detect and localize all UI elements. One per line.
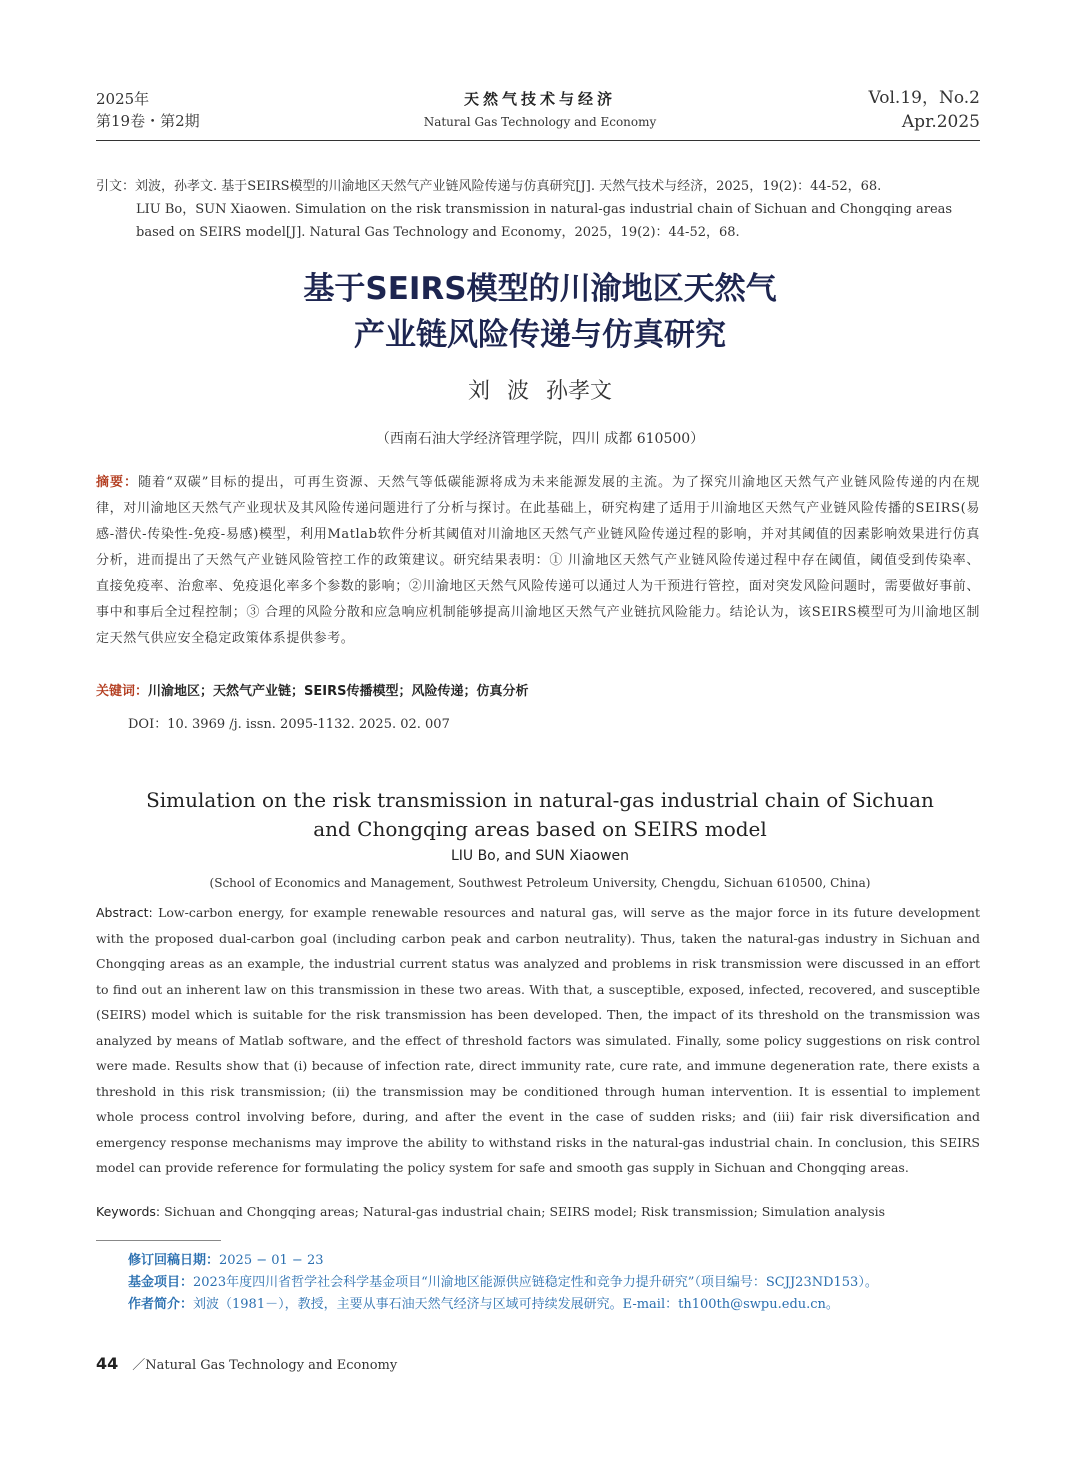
abstract-cn bbox=[96, 470, 980, 652]
keywords-en-label: Keywords: bbox=[96, 1204, 161, 1219]
citation-block bbox=[96, 175, 986, 244]
journal-name-en: Natural Gas Technology and Economy bbox=[423, 115, 657, 129]
english-title bbox=[0, 786, 1080, 844]
paper-title bbox=[0, 266, 1080, 358]
english-title-line-1: Simulation on the risk transmission in natural-gas industrial chain of Sichuan bbox=[146, 788, 934, 812]
journal-name-cn: 天然气技术与经济 bbox=[463, 90, 616, 108]
citation-en: LIU Bo，SUN Xiaowen. Simulation on the risk transmission in natural-gas industrial chain of Sichuan and Chongqing areas based on SEIRS model[J]. Natural Gas Technology and Economy，2025，19(2)：44-52，68. bbox=[136, 202, 953, 240]
revised-value: 2025 − 01 − 23 bbox=[219, 1253, 324, 1268]
footnote-author bbox=[96, 1294, 980, 1316]
header-date: Apr.2025 bbox=[901, 112, 980, 132]
abstract-en-label: Abstract: bbox=[96, 905, 153, 920]
header-vol-date bbox=[869, 86, 980, 134]
abstract-en bbox=[96, 900, 980, 1181]
english-title-line-2: and Chongqing areas based on SEIRS model bbox=[313, 817, 767, 841]
abstract-en-text: Low-carbon energy, for example renewable resources and natural gas, will serve as the major force in its future development with the proposed dual-carbon goal (including carbon peak and carbon neutrality). Thus, taken the natural-gas industry in Sichuan and Chongqing areas as an example, the industrial current status was analyzed and problems in risk transmission were discussed in an effort to find out an inherent law on this transmission in these two areas. With that, a susceptible, exposed, infected, recovered, and susceptible (SEIRS) model which is suitable for the risk transmission has been developed. Then, the impact of its threshold on the transmission was analyzed by means of Matlab software, and the effect of threshold factors was simulated. Finally, some policy suggestions on risk control were made. Results show that (i) because of infection rate, direct immunity rate, cure rate, and immune degeneration rate, there exists a threshold in this risk transmission; (ii) the transmission may be conditioned through human intervention. It is essential to implement whole process control involving before, during, and after the event in the case of sudden risks; and (iii) fair risk diversification and emergency response mechanisms may improve the ability to withstand risks in the natural-gas industrial chain. In conclusion, this SEIRS model can provide reference for formulating the policy system for safe and smooth gas supply in Sichuan and Chongqing areas. bbox=[96, 905, 980, 1175]
keywords-cn bbox=[96, 680, 980, 699]
title-line-2: 产业链风险传递与仿真研究 bbox=[354, 317, 726, 353]
authors: 刘 波 孙孝文 bbox=[468, 379, 612, 404]
keywords-en bbox=[96, 1204, 980, 1219]
abstract-label: 摘要： bbox=[96, 475, 139, 490]
keywords-label: 关键词： bbox=[96, 684, 149, 699]
footnotes bbox=[96, 1250, 980, 1316]
citation-cn: 引文：刘波，孙孝文. 基于SEIRS模型的川渝地区天然气产业链风险传递与仿真研究[J]. 天然气技术与经济，2025，19(2)：44-52，68. bbox=[96, 179, 882, 194]
doi: DOI：10. 3969 /j. issn. 2095-1132. 2025. 02. 007 bbox=[128, 717, 450, 732]
english-authors: LIU Bo, and SUN Xiaowen bbox=[450, 848, 630, 864]
fund-label: 基金项目： bbox=[128, 1275, 194, 1290]
keywords-text: 川渝地区；天然气产业链；SEIRS传播模型；风险传递；仿真分析 bbox=[148, 684, 529, 699]
abstract-text: 随着“双碳”目标的提出，可再生资源、天然气等低碳能源将成为未来能源发展的主流。为了探究川渝地区天然气产业链风险传递的内在规律，对川渝地区天然气产业现状及其风险传递问题进行了分析与探讨。在此基础上，研究构建了适用于川渝地区天然气产业链风险传播的SEIRS(易感-潜伏-传染性-免疫-易感)模型，利用Matlab软件分析其阈值对川渝地区天然气产业链风险传递过程的影响，并对其阈值的因素影响效果进行仿真分析，进而提出了天然气产业链风险管控工作的政策建议。研究结果表明：① 川渝地区天然气产业链风险传递过程中存在阈值，阈值受到传染率、直接免疫率、治愈率、免疫退化率多个参数的影响；②川渝地区天然气风险传递可以通过人为干预进行管控，面对突发风险问题时，需要做好事前、事中和事后全过程控制；③ 合理的风险分散和应急响应机制能够提高川渝地区天然气产业链抗风险能力。结论认为，该SEIRS模型可为川渝地区制定天然气供应安全稳定政策体系提供参考。 bbox=[96, 475, 981, 646]
fund-value: 2023年度四川省哲学社会科学基金项目“川渝地区能源供应链稳定性和竞争力提升研究”（项目编号：SCJJ23ND153）。 bbox=[193, 1275, 878, 1290]
author-bio-label: 作者简介： bbox=[128, 1297, 194, 1312]
revised-label: 修订回稿日期： bbox=[128, 1253, 220, 1268]
page-number: 44 bbox=[96, 1354, 119, 1373]
header-divider bbox=[96, 140, 980, 141]
footnote-revised bbox=[96, 1250, 980, 1272]
header-volume-issue: 第19卷・第2期 bbox=[96, 112, 200, 130]
keywords-en-text: Sichuan and Chongqing areas; Natural-gas industrial chain; SEIRS model; Risk transmission; Simulation analysis bbox=[164, 1204, 886, 1219]
header-vol-no: Vol.19，No.2 bbox=[868, 88, 980, 108]
english-affiliation: (School of Economics and Management, Southwest Petroleum University, Chengdu, Sichuan 610500, China) bbox=[209, 876, 871, 890]
footer-journal: ／Natural Gas Technology and Economy bbox=[132, 1358, 398, 1373]
author-bio-value: 刘波（1981－），教授，主要从事石油天然气经济与区域可持续发展研究。E-mail：th100th@swpu.edu.cn。 bbox=[193, 1297, 839, 1312]
affiliation: （西南石油大学经济管理学院，四川 成都 610500） bbox=[375, 431, 705, 447]
footnote-fund bbox=[96, 1272, 980, 1294]
footnote-divider bbox=[96, 1240, 221, 1241]
page-footer bbox=[96, 1354, 397, 1373]
header-year: 2025年 bbox=[96, 90, 150, 108]
title-line-1: 基于SEIRS模型的川渝地区天然气 bbox=[303, 271, 777, 307]
